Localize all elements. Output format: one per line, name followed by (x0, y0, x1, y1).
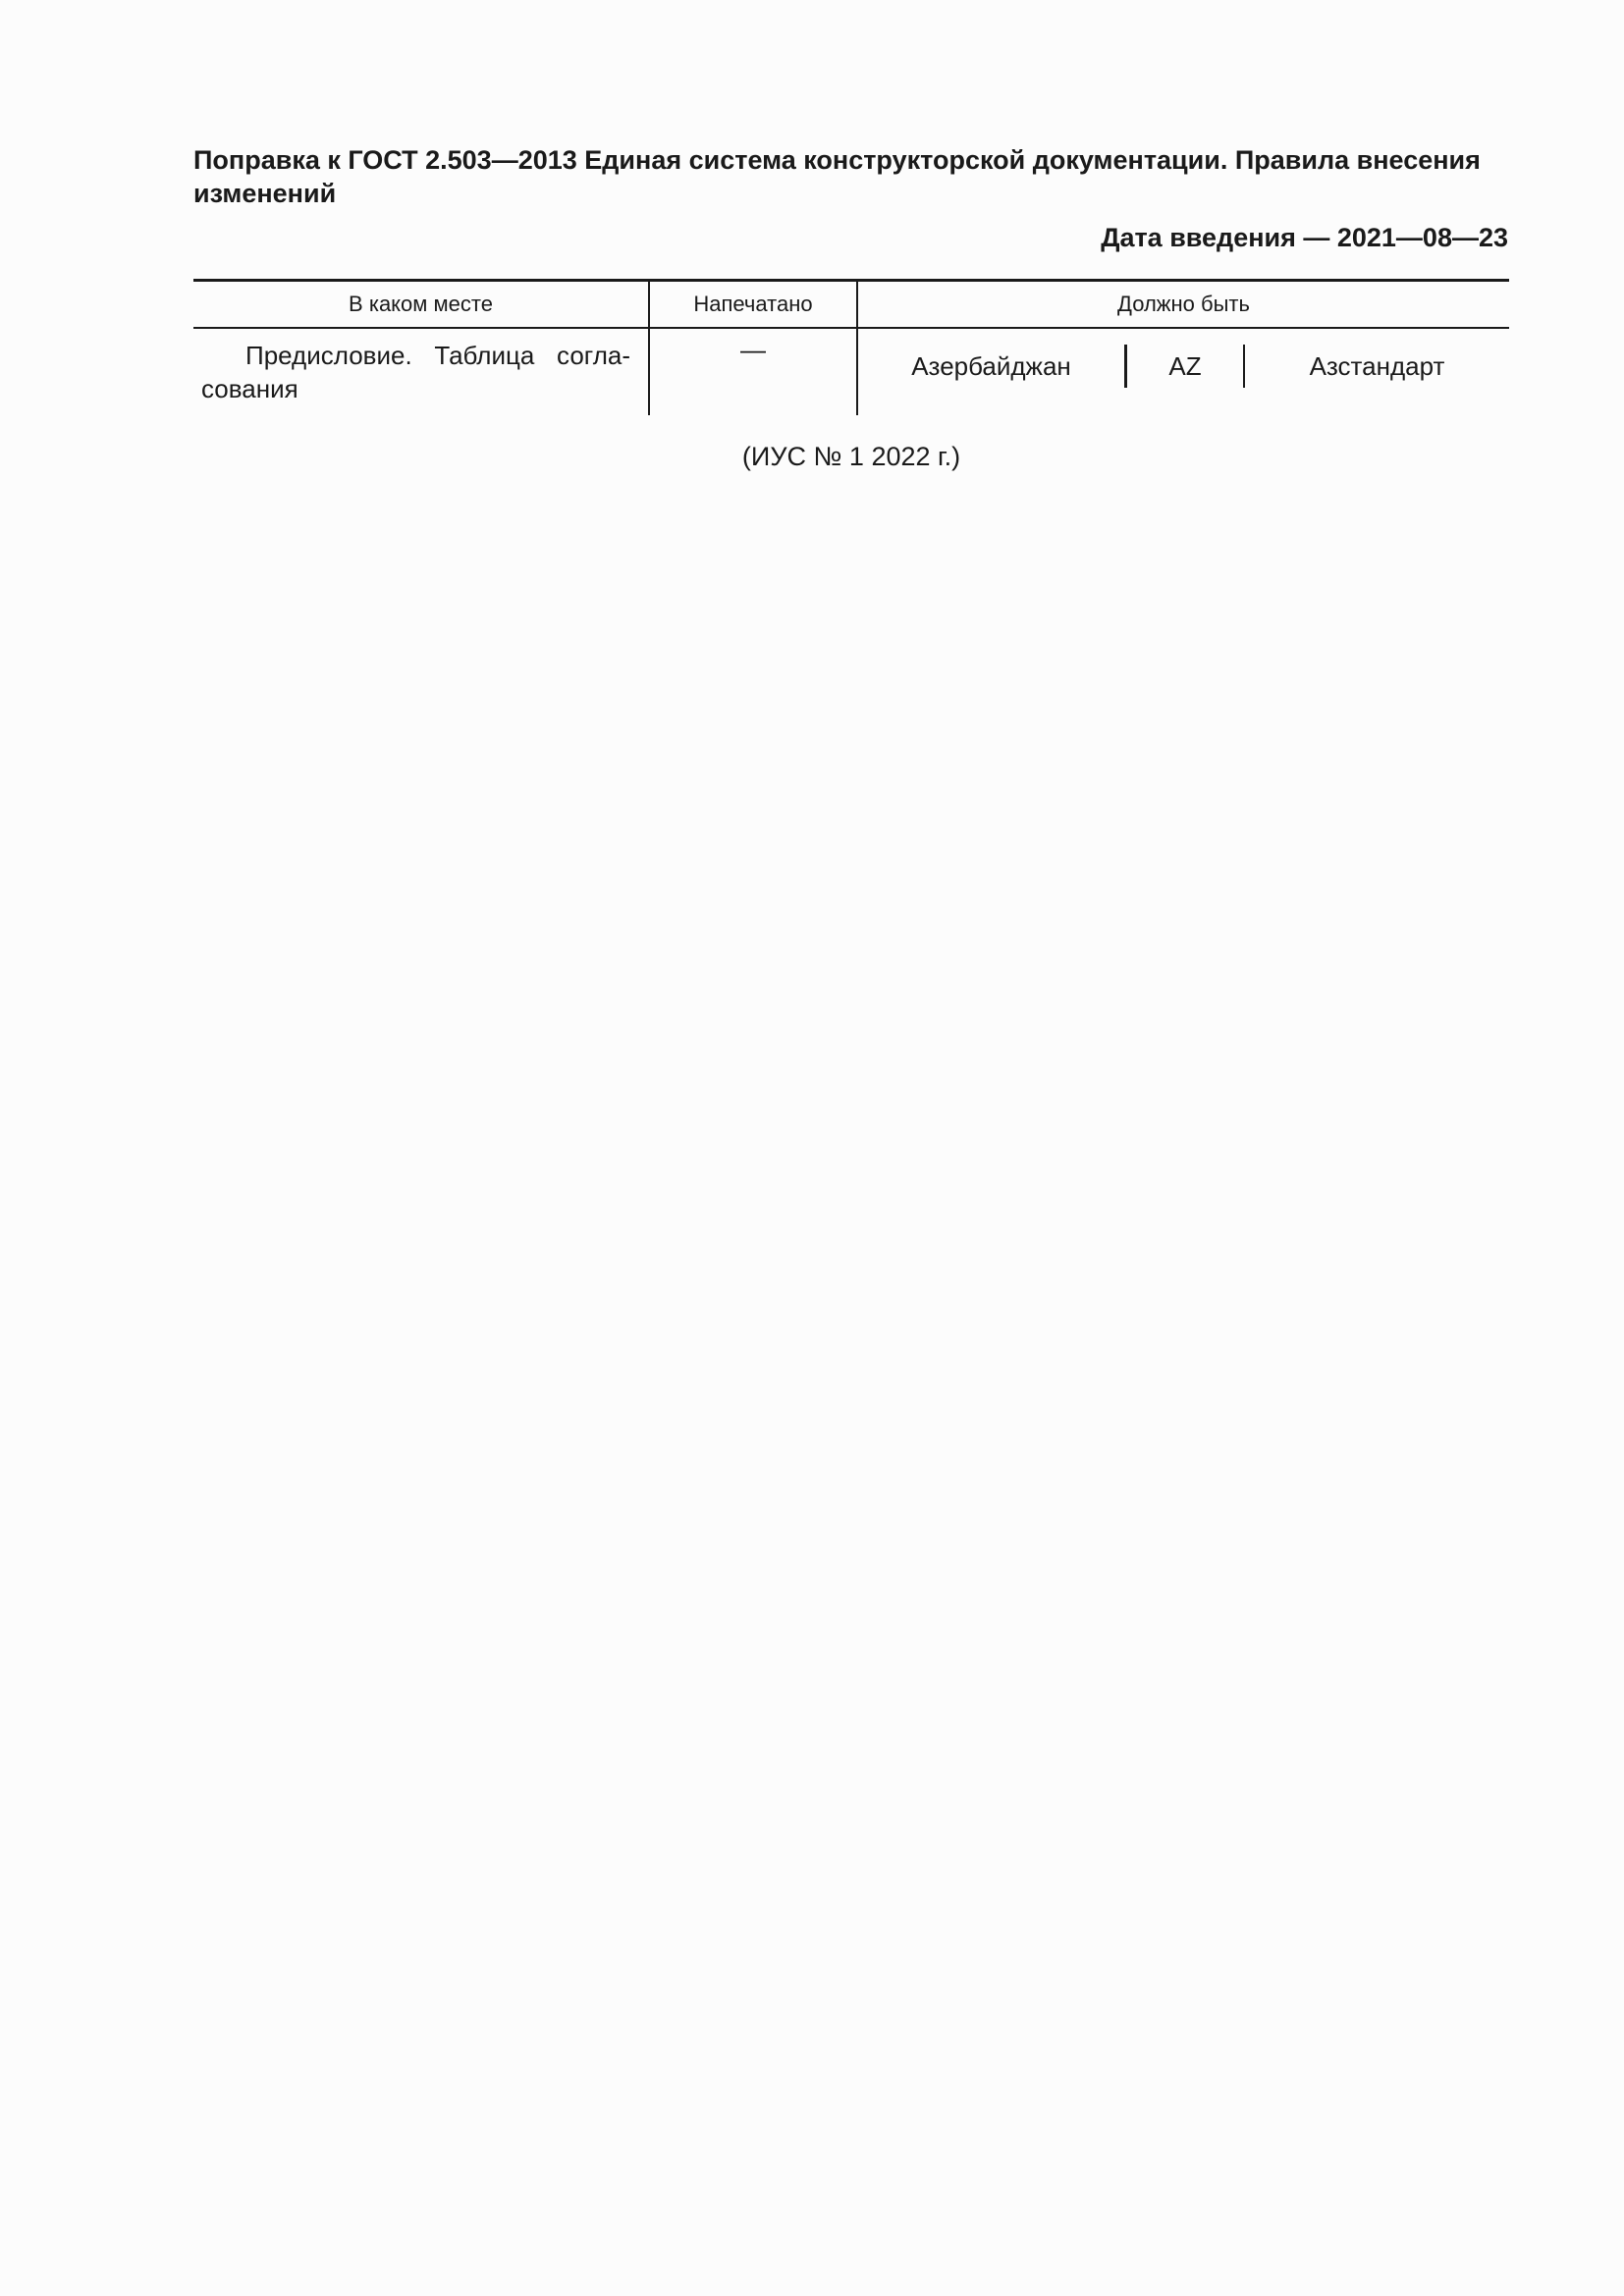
cell-printed: — (649, 328, 857, 415)
publication-source: (ИУС № 1 2022 г.) (741, 442, 961, 471)
introduction-date: Дата введения — 2021—08—23 (1101, 223, 1508, 252)
header-should-be: Должно быть (857, 281, 1509, 329)
table-row (193, 328, 1509, 415)
header-place: В каком месте (193, 281, 649, 329)
amendment-table (193, 279, 1509, 415)
header-printed: Напечатано (649, 281, 857, 329)
cell-should-be (857, 328, 1509, 415)
standards-organization: Азстандарт (1309, 351, 1445, 381)
table-header-row (193, 281, 1509, 329)
country-code: AZ (1124, 345, 1245, 388)
should-be-values (858, 345, 1509, 388)
cell-place (193, 328, 649, 415)
country-name: Азербайджан (911, 351, 1071, 381)
document-title: Поправка к ГОСТ 2.503—2013 Единая система конструкторской документации. Правила внесения изменений (193, 145, 1481, 208)
place-text: Предисловие. Таблица согла-сования (201, 341, 630, 403)
